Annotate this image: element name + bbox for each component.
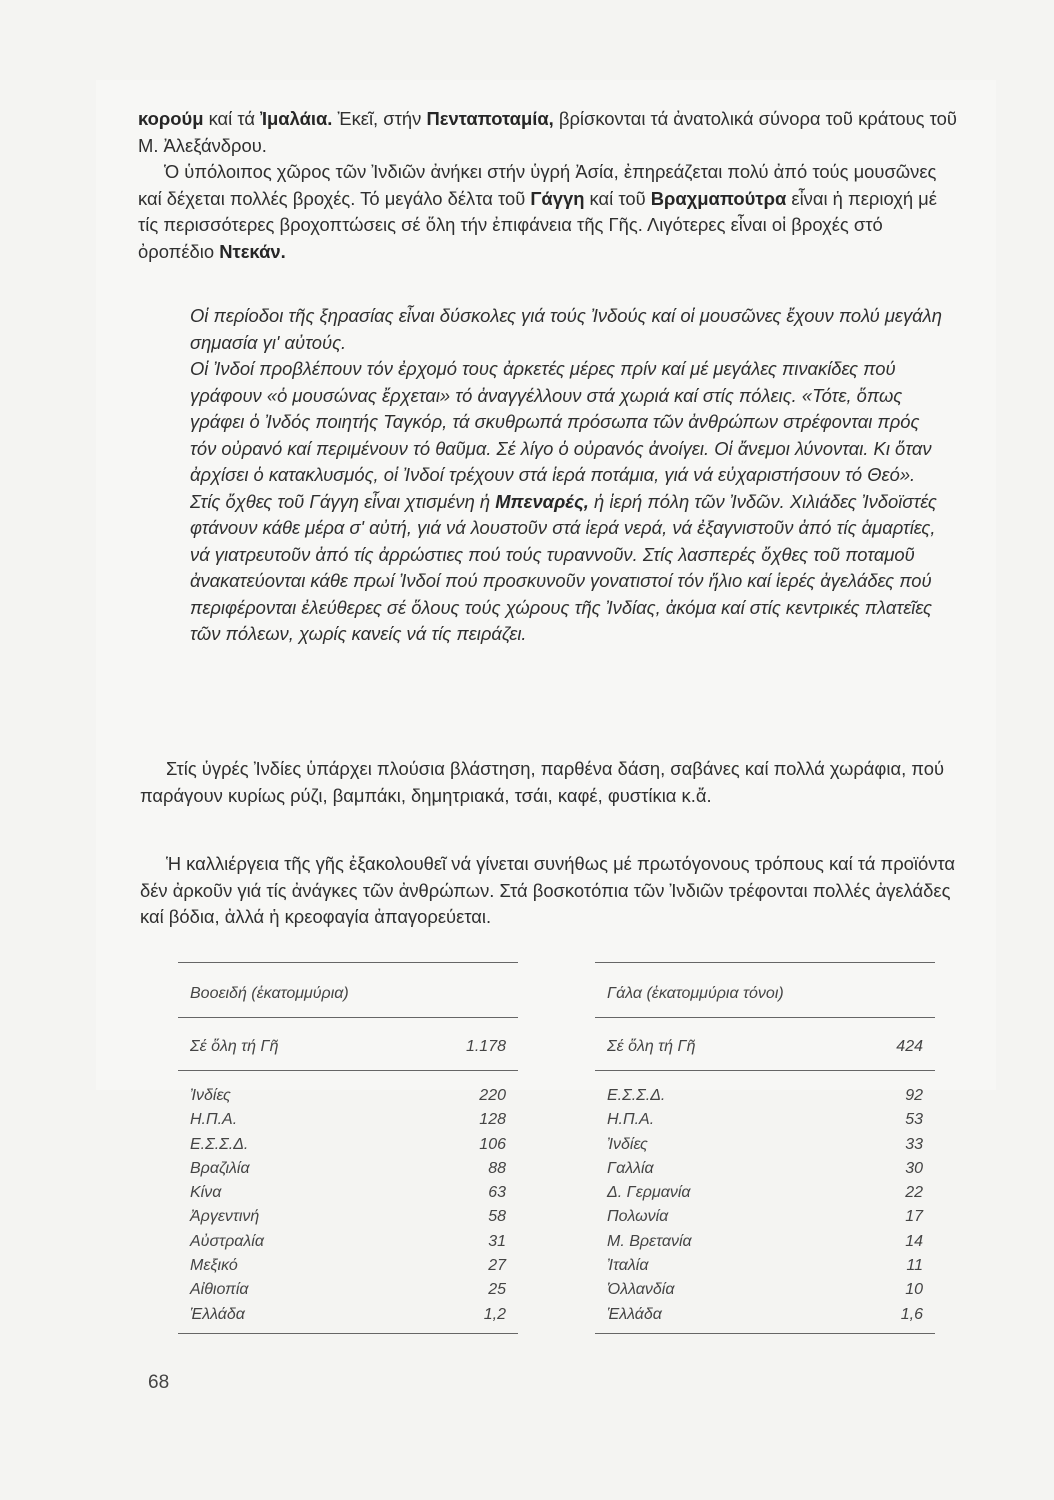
table-row: Ἰνδίες 220 <box>190 1087 506 1104</box>
table-total-row: Σέ ὅλη τή Γῆ 1.178 <box>190 1038 506 1055</box>
place-himalaya: Ἰμαλάια. <box>260 108 333 129</box>
paragraph-vegetation: Στίς ὑγρές Ἰνδίες ὑπάρχει πλούσια βλάστηση, παρθένα δάση, σαβάνες καί πολλά χωράφια, πού παράγουν κυρίως ρύζι, βαμπάκι, δημητριακά, τσάι, καφέ, φυστίκια κ.ἄ. <box>140 758 945 806</box>
table-rows <box>595 1071 935 1333</box>
place-korum: κορούμ <box>138 108 204 129</box>
table-title: Βοοειδή (ἑκατομμύρια) <box>190 985 349 1002</box>
table-rule <box>595 1333 935 1334</box>
table-rows <box>178 1071 518 1333</box>
table-row: Ἑλλάδα 1,6 <box>607 1305 923 1323</box>
table-row: Μ. Βρετανία 14 <box>607 1232 923 1250</box>
table-cattle <box>178 962 518 1334</box>
paragraph-agriculture: Ἡ καλλιέργεια τῆς γῆς ἐξακολουθεῖ νά γίνεται συνήθως μέ πρωτόγονους τρόπους καί τά προϊόντα δέν ἀρκοῦν γιά τίς ἀνάγκες τῶν ἀνθρώπων. Στά βοσκοτόπια τῶν Ἰνδιῶν τρέφονται πολλές ἀγελάδες καί βόδια, ἀλλά ἡ κρεοφαγία ἀπαγορεύεται. <box>140 853 956 927</box>
place-benares: Μπεναρές, <box>495 490 589 512</box>
table-row: Ἑλλάδα 1,2 <box>190 1305 506 1323</box>
table-rule <box>178 1333 518 1334</box>
table-row: Ἰταλία 11 <box>607 1257 923 1275</box>
table-row: Αἰθιοπία 25 <box>190 1281 506 1299</box>
place-deccan: Ντεκάν. <box>219 240 286 262</box>
place-ganges: Γάγγη <box>530 187 585 209</box>
table-row: Γαλλία 30 <box>607 1159 923 1177</box>
table-row: Ε.Σ.Σ.Δ. 92 <box>607 1087 923 1104</box>
table-row: Ἀργεντινή 58 <box>190 1208 506 1226</box>
page-number: 68 <box>148 1372 170 1393</box>
table-row: Πολωνία 17 <box>607 1208 923 1226</box>
table-row: Μεξικό 27 <box>190 1257 506 1275</box>
paragraph-monsoon <box>190 303 945 648</box>
table-row: Βραζιλία 88 <box>190 1159 506 1177</box>
table-row: Αὐστραλία 31 <box>190 1232 506 1250</box>
table-milk <box>595 962 935 1334</box>
table-total-row: Σέ ὅλη τή Γῆ 424 <box>607 1038 923 1055</box>
table-title: Γάλα (ἑκατομμύρια τόνοι) <box>607 985 784 1002</box>
place-brahmaputra: Βραχμαπούτρα <box>650 187 787 209</box>
table-row: Κίνα 63 <box>190 1184 506 1202</box>
table-row: Η.Π.Α. 53 <box>607 1111 923 1129</box>
benares-text: Στίς ὄχθες τοῦ Γάγγη εἶναι χτισμένη ἡ Μπεναρές, ἡ ἱερή πόλη τῶν Ἰνδῶν. Χιλιάδες Ἰνδοϊστές φτάνουν κάθε μέρα σ' αὐτή, γιά νά λουστοῦν στά ἱερά νερά, νά ἐξαγνιστοῦν ἀπό τίς ἁμαρτίες, νά γιατρευτοῦν ἀπό τίς ἀρρώστιες πού τούς τυραννοῦν. Στίς λασπερές ὄχθες τοῦ ποταμοῦ ἀνακατεύονται κάθε πρωί Ἰνδοί πού προσκυνοῦν γονατιστοί τόν ἥλιο καί ἱερές ἀγελάδες πού περιφέρονται ἐλεύθερες σέ ὅλους τούς χώρους τῆς Ἰνδίας, ἀκόμα καί στίς κεντρικές πλατεῖες τῶν πόλεων, χωρίς κανείς νά τίς πειράζει. <box>190 490 937 644</box>
monsoon-tagore-quote: Οἱ Ἰνδοί προβλέπουν τόν ἐρχομό τους ἀρκετές μέρες πρίν καί μέ μεγάλες πινακίδες πού γράφουν «ὁ μουσώνας ἔρχεται» τό ἀναγγέλλουν στά χωριά καί στίς πόλεις. «Τότε, ὅπως γράφει ὁ Ἰνδός ποιητής Ταγκόρ, τά σκυθρωπά πρόσωπα τῶν ἀνθρώπων στρέφονται πρός τόν οὐρανό καί περιμένουν τό θαῦμα. Σέ λίγο ὁ οὐρανός ἀνοίγει. Οἱ ἄνεμοι λύνονται. Κι ὅταν ἀρχίσει ὁ κατακλυσμός, οἱ Ἰνδοί τρέχουν στά ἱερά ποτάμια, γιά νά εὐχαριστήσουν τό Θεό». <box>190 358 932 485</box>
table-row: Ε.Σ.Σ.Δ. 106 <box>190 1135 506 1153</box>
table-row: Ἰνδίες 33 <box>607 1135 923 1153</box>
paragraph-geography: κορούμ καί τά Ἰμαλάια. Ἐκεῖ, στήν Πενταποταμία, βρίσκονται τά ἀνατολικά σύνορα τοῦ κράτους τοῦ Μ. Ἀλεξάνδρου. Ὁ ὑπόλοιπος χῶρος τῶν Ἰνδιῶν ἀνήκει στήν ὑγρή Ἀσία, ἐπηρεάζεται πολύ ἀπό τούς μουσῶνες καί δέχεται πολλές βροχές. Τό μεγάλο δέλτα τοῦ Γάγγη καί τοῦ Βραχμαπούτρα εἶναι ἡ περιοχή μέ τίς περισσότερες βροχοπτώσεις σέ ὅλη τήν ἐπιφάνεια τῆς Γῆς. Λιγότερες εἶναι οἱ βροχές στό ὀροπέδιο Ντεκάν. <box>138 108 957 262</box>
table-row: Ὁλλανδία 10 <box>607 1281 923 1299</box>
table-row: Δ. Γερμανία 22 <box>607 1184 923 1202</box>
place-pentapotamia: Πενταποταμία, <box>426 108 554 129</box>
monsoon-importance: Οἱ περίοδοι τῆς ξηρασίας εἶναι δύσκολες γιά τούς Ἰνδούς καί οἱ μουσῶνες ἔχουν πολύ μεγάλη σημασία γι' αὐτούς. <box>190 305 942 353</box>
table-row: Η.Π.Α. 128 <box>190 1111 506 1129</box>
